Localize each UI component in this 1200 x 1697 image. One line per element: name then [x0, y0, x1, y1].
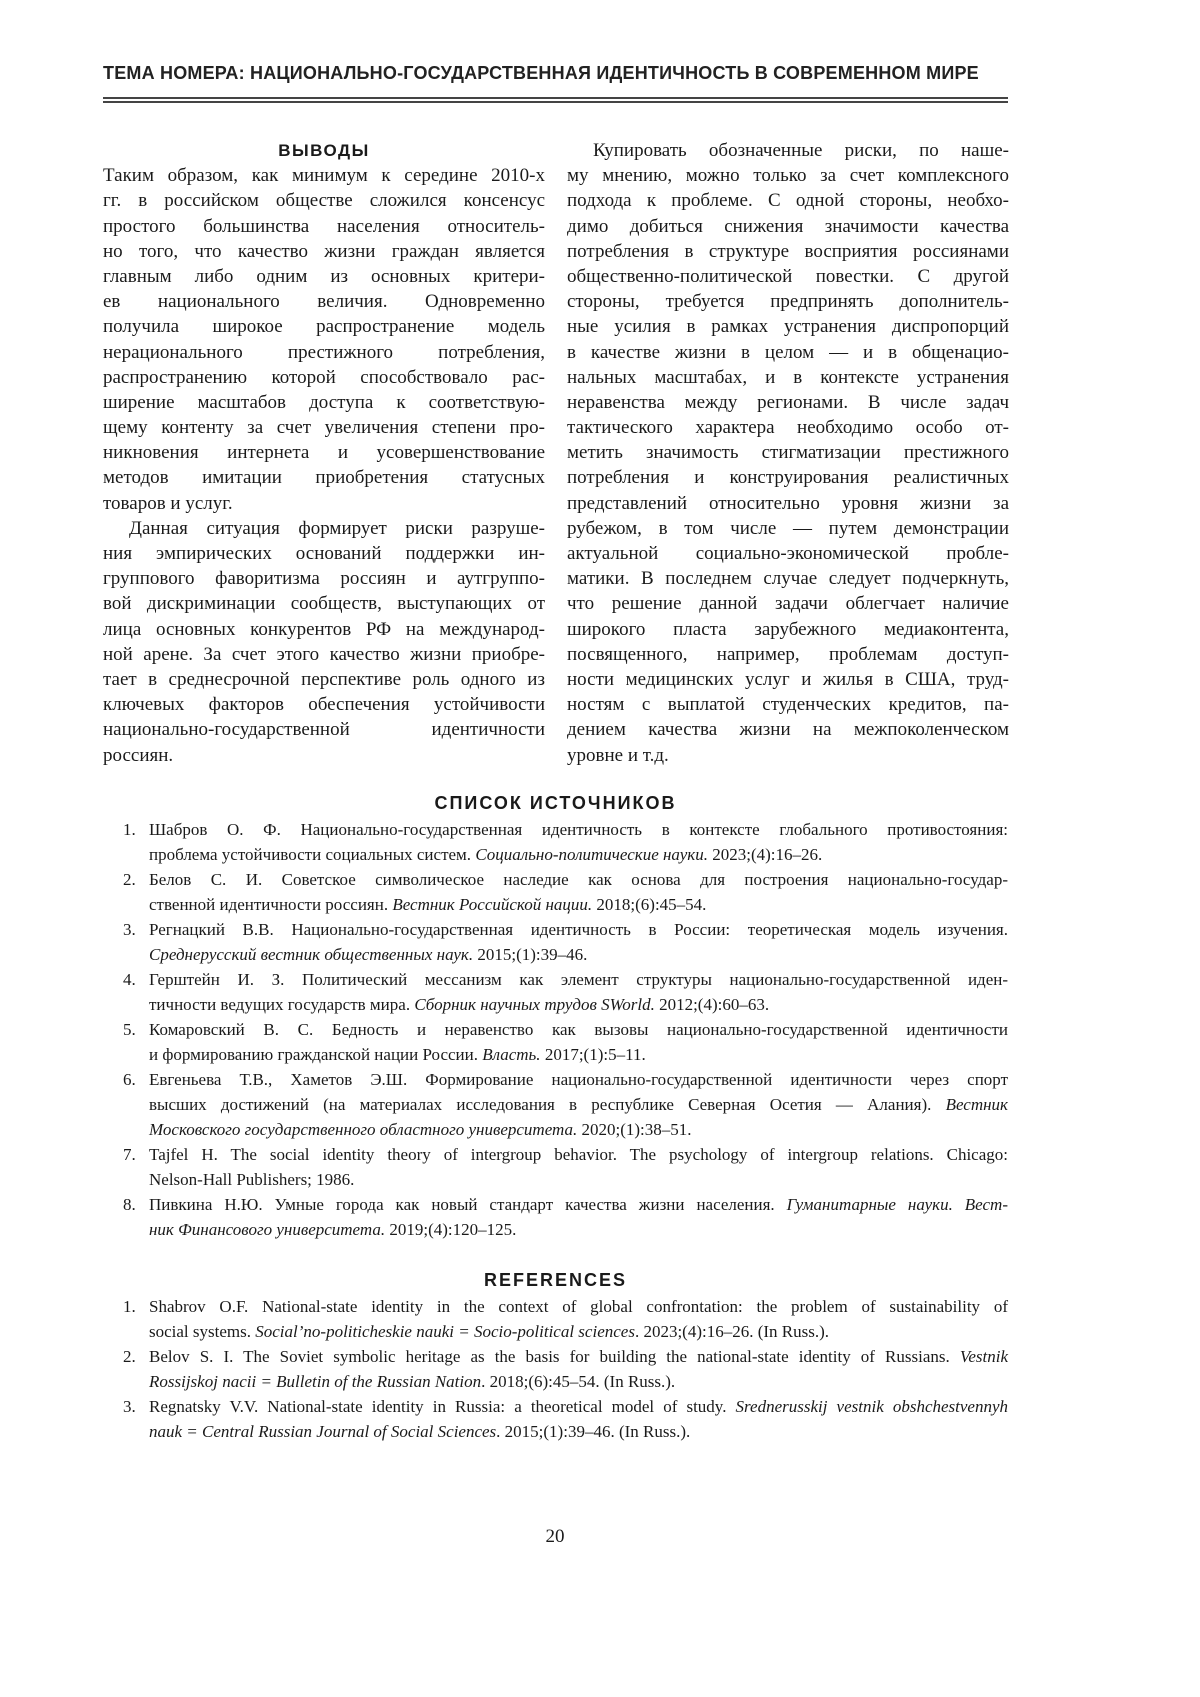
- paragraph-line: но того, что качество жизни граждан является: [103, 239, 545, 264]
- paragraph-line: что решение данной задачи облегчает наличие: [567, 591, 1009, 616]
- reference-text: Герштейн И. З. Политический мессанизм как элемент структуры национально-государственной иден-: [149, 970, 1008, 989]
- reference-item: [103, 817, 1008, 867]
- reference-item: [103, 1394, 1008, 1444]
- reference-source-title: nauk = Central Russian Journal of Social Sciences: [149, 1422, 496, 1441]
- reference-item: [103, 1344, 1008, 1394]
- reference-text: 2020;(1):38–51.: [577, 1120, 691, 1139]
- reference-text: Regnatsky V.V. National-state identity in Russia: a theoretical model of study.: [149, 1397, 736, 1416]
- reference-line: [149, 1217, 1008, 1242]
- reference-source-title: Власть.: [482, 1045, 540, 1064]
- reference-source-title: ник Финансового университета.: [149, 1220, 385, 1239]
- sources-list: [103, 791, 1008, 1242]
- reference-item: [103, 917, 1008, 967]
- paragraph-line: ности медицинских услуг и жилья в США, труд-: [567, 667, 1009, 692]
- references-heading: REFERENCES: [103, 1268, 1008, 1293]
- reference-line: [149, 1092, 1008, 1117]
- reference-line: [149, 867, 1008, 892]
- paragraph-line: товаров и услуг.: [103, 491, 545, 516]
- reference-text: . 2015;(1):39–46. (In Russ.).: [496, 1422, 690, 1441]
- reference-line: [149, 1294, 1008, 1319]
- reference-source-title: Социально-политические науки.: [475, 845, 708, 864]
- paragraph-line: уровне и т.д.: [567, 743, 1009, 768]
- paragraph-line: гг. в российском обществе сложился консенсус: [103, 188, 545, 213]
- paragraph-line: группового фаворитизма россиян и аутгруппо-: [103, 566, 545, 591]
- reference-text: 2018;(6):45–54.: [592, 895, 706, 914]
- reference-line: [149, 1117, 1008, 1142]
- paragraph-line: ширение масштабов доступа к соответствую-: [103, 390, 545, 415]
- reference-item: [103, 1142, 1008, 1192]
- paragraph-line: тактического характера необходимо особо от-: [567, 415, 1009, 440]
- paragraph-line: распространению которой способствовало рас-: [103, 365, 545, 390]
- reference-text: Tajfel H. The social identity theory of intergroup behavior. The psychology of intergroup relations. Chicago:: [149, 1145, 1008, 1164]
- reference-line: [149, 892, 1008, 917]
- reference-item: [103, 967, 1008, 1017]
- paragraph-line: простого большинства населения относитель-: [103, 214, 545, 239]
- reference-line: [149, 917, 1008, 942]
- paragraph-line: Данная ситуация формирует риски разруше-: [103, 516, 545, 541]
- paragraph-line: подхода к проблеме. С одной стороны, необхо-: [567, 188, 1009, 213]
- paragraph-line: национально-государственной идентичности: [103, 717, 545, 742]
- reference-item: [103, 1017, 1008, 1067]
- reference-text: Регнацкий В.В. Национально-государственная идентичность в России: теоретическая модель изучения.: [149, 920, 1008, 939]
- reference-text: social systems.: [149, 1322, 255, 1341]
- reference-text: высших достижений (на материалах исследования в республике Северная Осетия — Алания).: [149, 1095, 946, 1114]
- paragraph-line: общественно-политической повестки. С другой: [567, 264, 1009, 289]
- paragraph-line: матики. В последнем случае следует подчеркнуть,: [567, 566, 1009, 591]
- reference-text: 2019;(4):120–125.: [385, 1220, 516, 1239]
- reference-number: 1.: [123, 1294, 136, 1319]
- reference-text: тичности ведущих государств мира.: [149, 995, 414, 1014]
- reference-line: [149, 1394, 1008, 1419]
- paragraph-line: тает в среднесрочной перспективе роль одного из: [103, 667, 545, 692]
- reference-source-title: Srednerusskij vestnik obshchestvennyh: [736, 1397, 1008, 1416]
- paragraph-line: никновения интернета и усовершенствование: [103, 440, 545, 465]
- reference-text: . 2023;(4):16–26. (In Russ.).: [635, 1322, 829, 1341]
- conclusions-right-column: [567, 138, 1009, 768]
- reference-item: [103, 1192, 1008, 1242]
- reference-text: Shabrov O.F. National-state identity in the context of global confrontation: the problem of sustainability of: [149, 1297, 1008, 1316]
- reference-text: Комаровский В. С. Бедность и неравенство как вызовы национально-государственной идентичности: [149, 1020, 1008, 1039]
- reference-number: 8.: [123, 1192, 136, 1217]
- reference-number: 6.: [123, 1067, 136, 1092]
- reference-item: [103, 867, 1008, 917]
- paragraph-line: му мнению, можно только за счет комплексного: [567, 163, 1009, 188]
- paragraph-line: стороны, требуется предпринять дополнитель-: [567, 289, 1009, 314]
- reference-text: Шабров О. Ф. Национально-государственная идентичность в контексте глобального противостояния:: [149, 820, 1008, 839]
- paragraph-line: нальных масштабах, и в контексте устранения: [567, 365, 1009, 390]
- reference-source-title: Московского государственного областного университета.: [149, 1120, 577, 1139]
- reference-text: Евгеньева Т.В., Хаметов Э.Ш. Формирование национально-государственной идентичности через спорт: [149, 1070, 1008, 1089]
- reference-line: [149, 1167, 1008, 1192]
- paragraph-line: актуальной социально-экономической пробле-: [567, 541, 1009, 566]
- paragraph-line: главным либо одним из основных критери-: [103, 264, 545, 289]
- paragraph-line: метить значимость стигматизации престижного: [567, 440, 1009, 465]
- reference-line: [149, 1017, 1008, 1042]
- reference-line: [149, 1344, 1008, 1369]
- conclusions-left-column: [103, 138, 545, 768]
- paragraph-line: Таким образом, как минимум к середине 2010-х: [103, 163, 545, 188]
- reference-text: ственной идентичности россиян.: [149, 895, 392, 914]
- paragraph-line: ния эмпирических оснований поддержки ин-: [103, 541, 545, 566]
- paragraph-line: в качестве жизни в целом — и в общенацио-: [567, 340, 1009, 365]
- paragraph-line: ключевых факторов обеспечения устойчивости: [103, 692, 545, 717]
- paragraph-line: Купировать обозначенные риски, по наше-: [567, 138, 1009, 163]
- reference-text: Белов С. И. Советское символическое наследие как основа для построения национально-государ-: [149, 870, 1008, 889]
- reference-source-title: Гуманитарные науки. Вест-: [787, 1195, 1008, 1214]
- reference-number: 2.: [123, 1344, 136, 1369]
- header-double-rule: [103, 97, 1008, 103]
- reference-text: 2015;(1):39–46.: [473, 945, 587, 964]
- paragraph-line: посвященного, например, проблемам доступ-: [567, 642, 1009, 667]
- reference-source-title: Вестник Российской нации.: [392, 895, 592, 914]
- paragraph-line: неравенства между регионами. В числе задач: [567, 390, 1009, 415]
- reference-text: Пивкина Н.Ю. Умные города как новый стандарт качества жизни населения.: [149, 1195, 787, 1214]
- reference-item: [103, 1067, 1008, 1142]
- paragraph-line: широкого пласта зарубежного медиаконтента,: [567, 617, 1009, 642]
- conclusions-heading: ВЫВОДЫ: [103, 138, 545, 163]
- reference-source-title: Vestnik: [960, 1347, 1008, 1366]
- paragraph-line: представлений относительно уровня жизни за: [567, 491, 1009, 516]
- reference-source-title: Social’no-politicheskie nauki = Socio-political sciences: [255, 1322, 635, 1341]
- paragraph-line: ев национального величия. Одновременно: [103, 289, 545, 314]
- reference-line: [149, 992, 1008, 1017]
- paragraph-line: получила широкое распространение модель: [103, 314, 545, 339]
- reference-text: 2012;(4):60–63.: [655, 995, 769, 1014]
- reference-text: Belov S. I. The Soviet symbolic heritage as the basis for building the national-state identity of Russians.: [149, 1347, 960, 1366]
- reference-source-title: Среднерусский вестник общественных наук.: [149, 945, 473, 964]
- paragraph-line: потребления и конструирования реалистичных: [567, 465, 1009, 490]
- paragraph-line: нерационального престижного потребления,: [103, 340, 545, 365]
- reference-source-title: Вестник: [946, 1095, 1008, 1114]
- reference-number: 2.: [123, 867, 136, 892]
- reference-text: и формированию гражданской нации России.: [149, 1045, 482, 1064]
- paragraph-line: вой дискриминации сообществ, выступающих от: [103, 591, 545, 616]
- reference-source-title: Сборник научных трудов SWorld.: [414, 995, 655, 1014]
- reference-line: [149, 1319, 1008, 1344]
- running-head: ТЕМА НОМЕРА: НАЦИОНАЛЬНО-ГОСУДАРСТВЕННАЯ ИДЕНТИЧНОСТЬ В СОВРЕМЕННОМ МИРЕ: [103, 63, 979, 84]
- reference-number: 5.: [123, 1017, 136, 1042]
- paragraph-line: лица основных конкурентов РФ на международ-: [103, 617, 545, 642]
- reference-line: [149, 842, 1008, 867]
- page-number: 20: [0, 1526, 1110, 1548]
- references-list: [103, 1268, 1008, 1444]
- reference-line: [149, 1369, 1008, 1394]
- paragraph-line: щему контенту за счет увеличения степени про-: [103, 415, 545, 440]
- reference-line: [149, 1042, 1008, 1067]
- paragraph-line: димо добиться снижения значимости качества: [567, 214, 1009, 239]
- paragraph-line: методов имитации приобретения статусных: [103, 465, 545, 490]
- paragraph-line: ные усилия в рамках устранения диспропорций: [567, 314, 1009, 339]
- reference-number: 4.: [123, 967, 136, 992]
- paragraph-line: ностям с выплатой студенческих кредитов, па-: [567, 692, 1009, 717]
- paragraph-line: россиян.: [103, 743, 545, 768]
- paragraph-line: ной арене. За счет этого качество жизни приобре-: [103, 642, 545, 667]
- reference-number: 7.: [123, 1142, 136, 1167]
- paragraph-line: дением качества жизни на межпоколенческом: [567, 717, 1009, 742]
- reference-text: проблема устойчивости социальных систем.: [149, 845, 475, 864]
- reference-number: 3.: [123, 917, 136, 942]
- reference-line: [149, 817, 1008, 842]
- paragraph-line: рубежом, в том числе — путем демонстрации: [567, 516, 1009, 541]
- reference-line: [149, 942, 1008, 967]
- sources-heading: СПИСОК ИСТОЧНИКОВ: [103, 791, 1008, 816]
- reference-source-title: Rossijskoj nacii = Bulletin of the Russian Nation: [149, 1372, 481, 1391]
- reference-text: Nelson-Hall Publishers; 1986.: [149, 1170, 354, 1189]
- reference-item: [103, 1294, 1008, 1344]
- reference-line: [149, 1067, 1008, 1092]
- reference-text: 2017;(1):5–11.: [541, 1045, 646, 1064]
- reference-line: [149, 1192, 1008, 1217]
- reference-number: 3.: [123, 1394, 136, 1419]
- reference-text: . 2018;(6):45–54. (In Russ.).: [481, 1372, 675, 1391]
- reference-line: [149, 1142, 1008, 1167]
- reference-text: 2023;(4):16–26.: [708, 845, 822, 864]
- reference-number: 1.: [123, 817, 136, 842]
- reference-line: [149, 967, 1008, 992]
- paragraph-line: потребления в структуре восприятия россиянами: [567, 239, 1009, 264]
- reference-line: [149, 1419, 1008, 1444]
